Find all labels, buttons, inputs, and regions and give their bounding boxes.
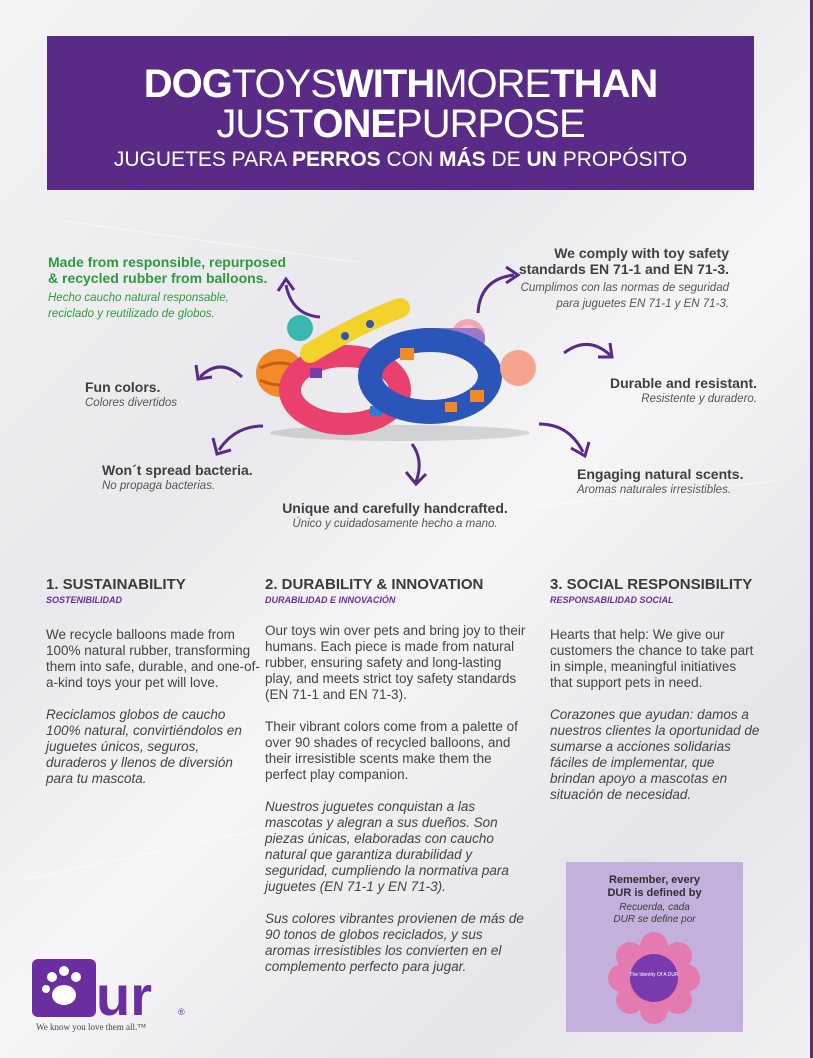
remember-title-2: DUR is defined by (607, 887, 702, 899)
headline-word: MORE (434, 62, 551, 106)
feature-bacteria-title: Won´t spread bacteria. (102, 462, 253, 478)
feature-handcrafted-es: Único y cuidadosamente hecho a mano. (292, 518, 498, 530)
curved-arrow-icon (190, 355, 250, 395)
column-paragraph: Hearts that help: We give our customers the chance to take part in simple, meaningful initiatives that support pets in need. (550, 627, 754, 690)
headline-word: THAN (550, 62, 658, 106)
column-subtitle: DURABILIDAD E INNOVACIÓN (265, 595, 396, 605)
identity-center-text: The Identity Of A DUR (629, 972, 679, 978)
header-banner (47, 36, 754, 190)
remember-title: Remember, every (608, 874, 701, 886)
feature-bacteria (102, 462, 302, 494)
feature-recycled-es-2: reciclado y reutilizado de globos. (48, 308, 215, 320)
column-paragraph-es: Nuestros juguetes conquistan a las mascotas y alegran a sus dueños. Son piezas únicas, elaboradas con caucho natural que garantiza durabilidad y seguridad, cumpliendo la normativa para juguetes (EN 71-1 y EN 71-3). (265, 799, 509, 894)
registered-mark: ® (178, 1007, 185, 1017)
headline-line-1 (47, 64, 754, 104)
column-sustainability (46, 576, 261, 787)
feature-durable (570, 375, 757, 407)
column-subtitle: SOSTENIBILIDAD (46, 595, 123, 605)
column-title: 3. SOCIAL RESPONSIBILITY (550, 576, 753, 593)
headline-line-2 (47, 104, 754, 144)
headline-spanish (47, 148, 754, 172)
feature-colors-title: Fun colors. (85, 379, 161, 395)
feature-safety-es-2: para juguetes EN 71-1 y EN 71-3. (556, 298, 729, 310)
curved-arrow-icon (398, 440, 434, 490)
feature-safety-es: Cumplimos con las normas de seguridad (520, 282, 729, 294)
feature-colors-es: Colores divertidos (85, 397, 178, 409)
headline-word: CON (380, 148, 439, 171)
column-subtitle: RESPONSABILIDAD SOCIAL (550, 595, 674, 605)
remember-subtitle-2: DUR se define por (613, 914, 696, 925)
feature-durable-title: Durable and resistant. (609, 375, 757, 391)
headline-word: ONE (312, 102, 397, 146)
headline-word: DE (485, 148, 527, 171)
headline-word: DOG (143, 62, 232, 106)
column-social-responsibility (550, 576, 760, 803)
feature-recycled-title: Made from responsible, repurposed (48, 254, 287, 270)
identity-flower-diagram (608, 932, 700, 1024)
ball-peach (500, 350, 536, 386)
column-durability (265, 576, 531, 975)
feature-scents (577, 466, 777, 498)
dog-toys-illustration (250, 298, 550, 443)
feature-handcrafted-title: Unique and carefully handcrafted. (282, 500, 508, 516)
column-paragraph: Their vibrant colors come from a palette of over 90 shades of recycled balloons, and their irresistible scents make them the perfect play companion. (265, 719, 518, 782)
curved-arrow-icon (558, 335, 620, 375)
headline-word: JUGUETES PARA (113, 148, 292, 171)
feature-scents-es: Aromas naturales irresistibles. (577, 484, 732, 496)
column-paragraph: We recycle balloons made from 100% natural rubber, transforming them into safe, durable, and one-of-a-kind toys your pet will love. (46, 627, 260, 690)
column-title: 1. SUSTAINABILITY (46, 576, 186, 593)
column-paragraph-es: Sus colores vibrantes provienen de más de 90 tonos de globos reciclados, y sus aromas irresistibles los convierten en el complemento perfecto para jugar. (265, 911, 524, 974)
logo-wordmark: ur (96, 964, 152, 1027)
column-paragraph-es: Reciclamos globos de caucho 100% natural, convirtiéndolos en juguetes únicos, seguros, duraderos y llenos de diversión para tu mascota. (46, 707, 242, 786)
spiky-ball-teal (287, 315, 313, 341)
column-paragraph-es: Corazones que ayudan: damos a nuestros clientes la oportunidad de sumarse a acciones solidarias fáciles de implementar, que brindan apoyo a mascotas en situación de necesidad. (550, 707, 760, 802)
headline-word: PERROS (291, 148, 381, 171)
remember-box (566, 862, 743, 1032)
logo-tagline: We know you love them all.™ (36, 1022, 147, 1032)
headline-word: JUST (216, 102, 313, 146)
headline-word: WITH (336, 62, 435, 106)
feature-bacteria-es: No propaga bacterias. (102, 480, 216, 492)
feature-recycled-title-2: & recycled rubber from balloons. (48, 270, 268, 286)
feature-scents-title: Engaging natural scents. (577, 466, 744, 482)
paper-crease (20, 828, 265, 881)
column-paragraph: Our toys win over pets and bring joy to their humans. Each piece is made from natural rubber, ensuring safety and long-lasting play, and meets strict toy safety standards (EN 71-1 and EN 71-3). (265, 623, 526, 702)
headline-word: MÁS (439, 148, 486, 171)
feature-safety-title-2: standards EN 71-1 and EN 71-3. (518, 261, 729, 277)
headline-word: TOYS (231, 62, 337, 106)
remember-subtitle: Recuerda, cada (619, 902, 690, 913)
headline-word: PURPOSE (396, 102, 585, 146)
column-title: 2. DURABILITY & INNOVATION (265, 576, 484, 593)
headline-word: PROPÓSITO (556, 148, 688, 171)
feature-recycled-es: Hecho caucho natural responsable, (48, 292, 229, 304)
feature-safety-title: We comply with toy safety (554, 245, 729, 261)
feature-durable-es: Resistente y duradero. (641, 393, 757, 405)
headline-word: UN (526, 148, 557, 171)
feature-handcrafted (270, 500, 520, 532)
